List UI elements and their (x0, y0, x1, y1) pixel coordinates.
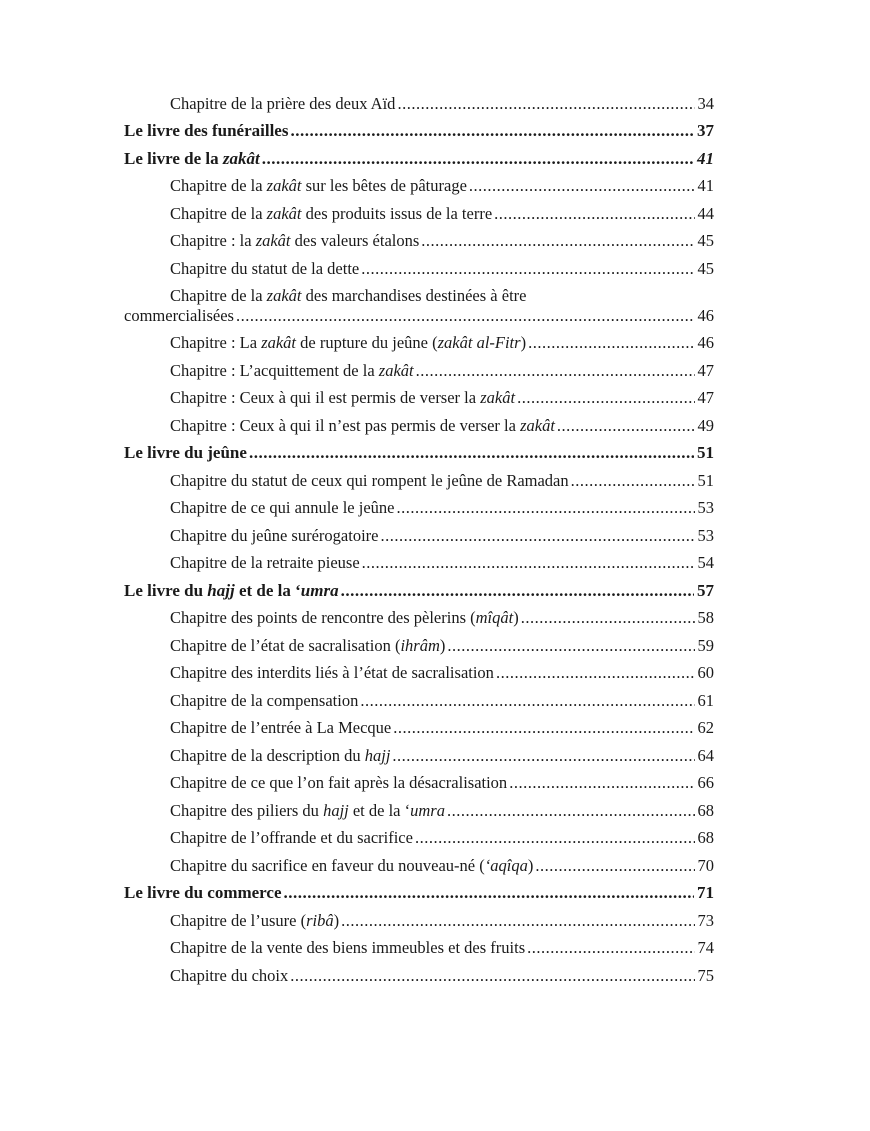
toc-entry-title-part: Chapitre de l’usure ( (170, 910, 307, 930)
toc-entry-title-part: ) (439, 635, 446, 655)
toc-entry-title: Le livre du jeûne (124, 443, 247, 462)
dot-leader (397, 498, 695, 518)
dot-leader (284, 883, 694, 903)
toc-entry-title: Chapitre de la vente des biens immeubles et des fruits (170, 938, 526, 957)
toc-entry-title-group (124, 581, 341, 601)
dot-leader (341, 911, 694, 931)
toc-entry-title-group (170, 259, 361, 279)
toc-entry-title-group (170, 94, 397, 114)
toc-entry-title-italic: ‘aqîqa (484, 855, 528, 875)
dot-leader (416, 361, 695, 381)
dot-leader (469, 176, 695, 196)
toc-entry-title-italic: zakât (378, 360, 414, 380)
toc-chapter-entry[interactable] (124, 958, 714, 986)
toc-page-number: 62 (697, 718, 714, 737)
toc-entry-title-part: ) (527, 855, 534, 875)
toc-entry-title-group (170, 828, 415, 848)
dot-leader (415, 828, 695, 848)
dot-leader (421, 231, 694, 251)
toc-chapter-entry[interactable] (124, 326, 714, 354)
toc-book-entry[interactable] (124, 114, 714, 142)
toc-chapter-entry[interactable] (124, 656, 714, 684)
toc-entry-title-part: Chapitre des piliers du (170, 800, 324, 820)
toc-book-entry[interactable] (124, 876, 714, 904)
toc-entry-title-group (170, 498, 397, 518)
toc-chapter-entry[interactable] (124, 931, 714, 959)
toc-page-number: 58 (697, 608, 714, 627)
dot-leader (527, 938, 694, 958)
toc-entry-title-part: Chapitre du sacrifice en faveur du nouveau-né ( (170, 855, 485, 875)
toc-entry-title-part: sur les bêtes de pâturage (301, 176, 467, 195)
toc-entry-title-group (124, 443, 249, 463)
toc-entry-title-part: Chapitre des points de rencontre des pèlerins ( (170, 608, 476, 627)
toc-chapter-entry[interactable] (124, 546, 714, 574)
toc-chapter-entry[interactable] (124, 408, 714, 436)
toc-entry-title-group (170, 746, 392, 766)
toc-entry-title-part: Le livre du (124, 580, 208, 600)
toc-entry-title-group (170, 801, 447, 821)
toc-entry-title-part: des marchandises destinées à être (301, 285, 527, 305)
toc-page-number: 68 (697, 828, 714, 847)
toc-chapter-entry[interactable] (124, 766, 714, 794)
toc-entry-title-group (170, 691, 360, 711)
toc-entry-title-italic: umra (300, 580, 339, 600)
toc-page-number: 60 (697, 663, 714, 682)
toc-entry-title-group (170, 773, 509, 793)
toc-entry-title-group (170, 718, 393, 738)
dot-leader (360, 691, 694, 711)
toc-entry-title-italic: zakât (520, 415, 555, 435)
toc-entry-title: Chapitre du jeûne surérogatoire (170, 525, 379, 545)
dot-leader (447, 636, 694, 656)
toc-entry-title-italic: zakât (261, 333, 297, 352)
toc-chapter-entry[interactable] (124, 821, 714, 849)
toc-entry-title: Chapitre de l’offrande et du sacrifice (170, 828, 413, 847)
toc-entry-title-group (170, 526, 380, 546)
toc-entry-title-italic: zakât (266, 285, 302, 305)
toc-page-number: 46 (697, 333, 714, 352)
table-of-contents (124, 86, 714, 986)
toc-chapter-entry[interactable] (124, 903, 714, 931)
toc-chapter-entry[interactable] (124, 518, 714, 546)
toc-chapter-entry[interactable] (124, 491, 714, 519)
toc-entry-title-group (124, 149, 262, 169)
toc-chapter-entry[interactable] (124, 86, 714, 114)
toc-chapter-entry[interactable] (124, 601, 714, 629)
toc-entry-title: Chapitre de la retraite pieuse (170, 553, 360, 572)
toc-chapter-entry[interactable] (124, 251, 714, 279)
dot-leader (290, 121, 694, 141)
toc-entry-title-part: ) (513, 608, 519, 627)
toc-entry-title: Chapitre des interdits liés à l’état de sacralisation (170, 663, 494, 682)
dot-leader (362, 553, 695, 573)
toc-chapter-entry[interactable] (124, 628, 714, 656)
toc-entry-title-italic: zakât (266, 176, 302, 195)
toc-entry-title-group (170, 471, 571, 491)
toc-entry-title-part: Chapitre de la (170, 203, 267, 223)
toc-page-number: 75 (697, 965, 714, 985)
toc-entry-title-part: Chapitre de la (170, 176, 267, 195)
toc-entry-title-part: Le livre de la (124, 148, 223, 168)
toc-entry-title-part: Chapitre : la (170, 231, 256, 250)
dot-leader (341, 581, 694, 601)
dot-leader (496, 663, 695, 683)
toc-page-number: 41 (697, 148, 714, 168)
toc-entry-title-part: de rupture du jeûne ( (296, 333, 438, 352)
toc-entry-title-group (170, 361, 416, 381)
toc-page-number: 46 (697, 305, 714, 325)
toc-entry-title: Chapitre de ce qui annule le jeûne (170, 498, 395, 517)
toc-chapter-entry[interactable] (124, 793, 714, 821)
toc-entry-title-group (170, 636, 447, 656)
toc-entry-title-group (170, 553, 362, 573)
toc-chapter-entry[interactable] (124, 683, 714, 711)
toc-entry-title-group (124, 121, 290, 141)
dot-leader (361, 259, 694, 279)
toc-entry-title-italic: hajj (364, 745, 391, 765)
dot-leader (494, 204, 694, 224)
toc-entry-title-group (170, 938, 527, 958)
toc-book-entry[interactable] (124, 141, 714, 169)
toc-page-number: 71 (697, 883, 714, 902)
toc-entry-title-italic: zakât al-Fitr (437, 333, 521, 352)
toc-page-number: 61 (697, 690, 714, 710)
toc-entry-title-italic: hajj (207, 580, 235, 600)
toc-entry-title-part: et de la ‘ (234, 580, 301, 600)
toc-chapter-entry[interactable] (124, 169, 714, 197)
dot-leader (393, 718, 694, 738)
toc-entry-title-group (170, 856, 535, 876)
dot-leader (236, 306, 695, 326)
toc-entry-title: Chapitre du statut de ceux qui rompent le jeûne de Ramadan (170, 470, 569, 490)
toc-chapter-entry[interactable] (124, 738, 714, 766)
toc-page-number: 47 (697, 388, 714, 407)
toc-page-number: 73 (697, 910, 714, 930)
toc-entry-title-group (170, 388, 517, 408)
dot-leader (392, 746, 694, 766)
dot-leader (528, 333, 694, 353)
toc-page-number: 49 (697, 415, 714, 435)
toc-entry-title-part: des produits issus de la terre (301, 203, 493, 223)
toc-entry-title-italic: umra (410, 800, 445, 820)
toc-entry-title-continuation: commercialisées (124, 305, 234, 325)
toc-page-number: 57 (697, 580, 714, 600)
toc-chapter-entry[interactable] (124, 711, 714, 739)
toc-entry-title-italic: zakât (222, 148, 260, 168)
dot-leader (380, 526, 694, 546)
toc-book-entry[interactable] (124, 436, 714, 464)
dot-leader (509, 773, 694, 793)
toc-entry-title: Chapitre de l’entrée à La Mecque (170, 718, 392, 737)
toc-entry-title-group (170, 204, 494, 224)
toc-entry-title-italic: ribâ (306, 910, 334, 930)
dot-leader (447, 801, 695, 821)
toc-page-number: 74 (697, 938, 714, 957)
toc-page-number: 47 (697, 360, 714, 380)
toc-page-number: 64 (697, 745, 714, 765)
toc-page-number: 51 (697, 470, 714, 490)
dot-leader (557, 416, 695, 436)
toc-page-number: 68 (697, 800, 714, 820)
toc-page-number: 34 (697, 93, 714, 113)
toc-page-number: 41 (697, 176, 714, 195)
toc-entry-title-group (170, 966, 290, 986)
toc-entry-title-group (170, 176, 469, 196)
toc-entry-title: Chapitre de la compensation (170, 690, 359, 710)
toc-book-entry[interactable] (124, 573, 714, 601)
toc-entry-title-part: Chapitre : La (170, 333, 262, 352)
toc-page-number: 70 (697, 855, 714, 875)
toc-entry-title-group (170, 231, 421, 251)
toc-page-number: 53 (697, 525, 714, 545)
toc-entry-title-italic: mîqât (475, 608, 514, 627)
dot-leader (535, 856, 694, 876)
toc-page-number: 44 (697, 203, 714, 223)
dot-leader (397, 94, 694, 114)
dot-leader (517, 388, 694, 408)
toc-chapter-entry[interactable] (124, 381, 714, 409)
dot-leader (290, 966, 694, 986)
toc-page-number: 59 (697, 635, 714, 655)
toc-entry-title-italic: hajj (323, 800, 349, 820)
toc-entry-title-group (170, 911, 341, 931)
toc-entry-title-group (170, 608, 521, 628)
toc-entry-title: Chapitre de la prière des deux Aïd (170, 93, 396, 113)
toc-entry-title-italic: zakât (480, 388, 516, 407)
toc-entry-title-part: Chapitre : Ceux à qui il n’est pas permis de verser la (170, 415, 521, 435)
toc-entry-title-part: Chapitre : L’acquittement de la (170, 360, 379, 380)
toc-page-number: 53 (697, 498, 714, 517)
toc-chapter-entry[interactable] (124, 224, 714, 252)
toc-page-number: 54 (697, 553, 714, 572)
toc-entry-title-group (170, 416, 557, 436)
toc-entry-title-italic: ihrâm (400, 635, 440, 655)
dot-leader (521, 608, 695, 628)
toc-chapter-entry[interactable] (124, 463, 714, 491)
toc-entry-title-part: Chapitre : Ceux à qui il est permis de verser la (170, 388, 481, 407)
toc-entry-title-group (170, 663, 496, 683)
toc-entry-title: Chapitre du choix (170, 965, 289, 985)
toc-entry-title-part: Chapitre de l’état de sacralisation ( (170, 635, 401, 655)
toc-chapter-entry[interactable] (124, 279, 714, 326)
toc-entry-title-italic: zakât (266, 203, 302, 223)
toc-page-number: 37 (697, 121, 714, 140)
toc-entry-title: Le livre des funérailles (124, 121, 289, 140)
toc-page-number: 66 (697, 773, 714, 792)
toc-entry-title-italic: zakât (255, 231, 291, 250)
dot-leader (262, 149, 694, 169)
toc-page-number: 51 (697, 443, 714, 462)
toc-entry-title: Chapitre de ce que l’on fait après la désacralisation (170, 773, 508, 792)
toc-entry-title: Chapitre du statut de la dette (170, 258, 360, 278)
toc-entry-title-part: des valeurs étalons (290, 231, 420, 250)
toc-entry-title-part: et de la ‘ (348, 800, 411, 820)
toc-entry-title-part: Chapitre de la description du (170, 745, 365, 765)
toc-chapter-entry[interactable] (124, 353, 714, 381)
toc-entry-title-part: ) (520, 333, 527, 352)
toc-entry-title-part: Chapitre de la (170, 285, 267, 305)
dot-leader (249, 443, 694, 463)
toc-page-number: 45 (697, 258, 714, 278)
toc-entry-title-part: ) (333, 910, 340, 930)
toc-chapter-entry[interactable] (124, 848, 714, 876)
toc-chapter-entry[interactable] (124, 196, 714, 224)
toc-page-number: 45 (697, 231, 714, 250)
dot-leader (571, 471, 695, 491)
toc-entry-title-group (170, 333, 528, 353)
toc-entry-title-group (124, 883, 284, 903)
toc-entry-title: Le livre du commerce (124, 883, 282, 902)
